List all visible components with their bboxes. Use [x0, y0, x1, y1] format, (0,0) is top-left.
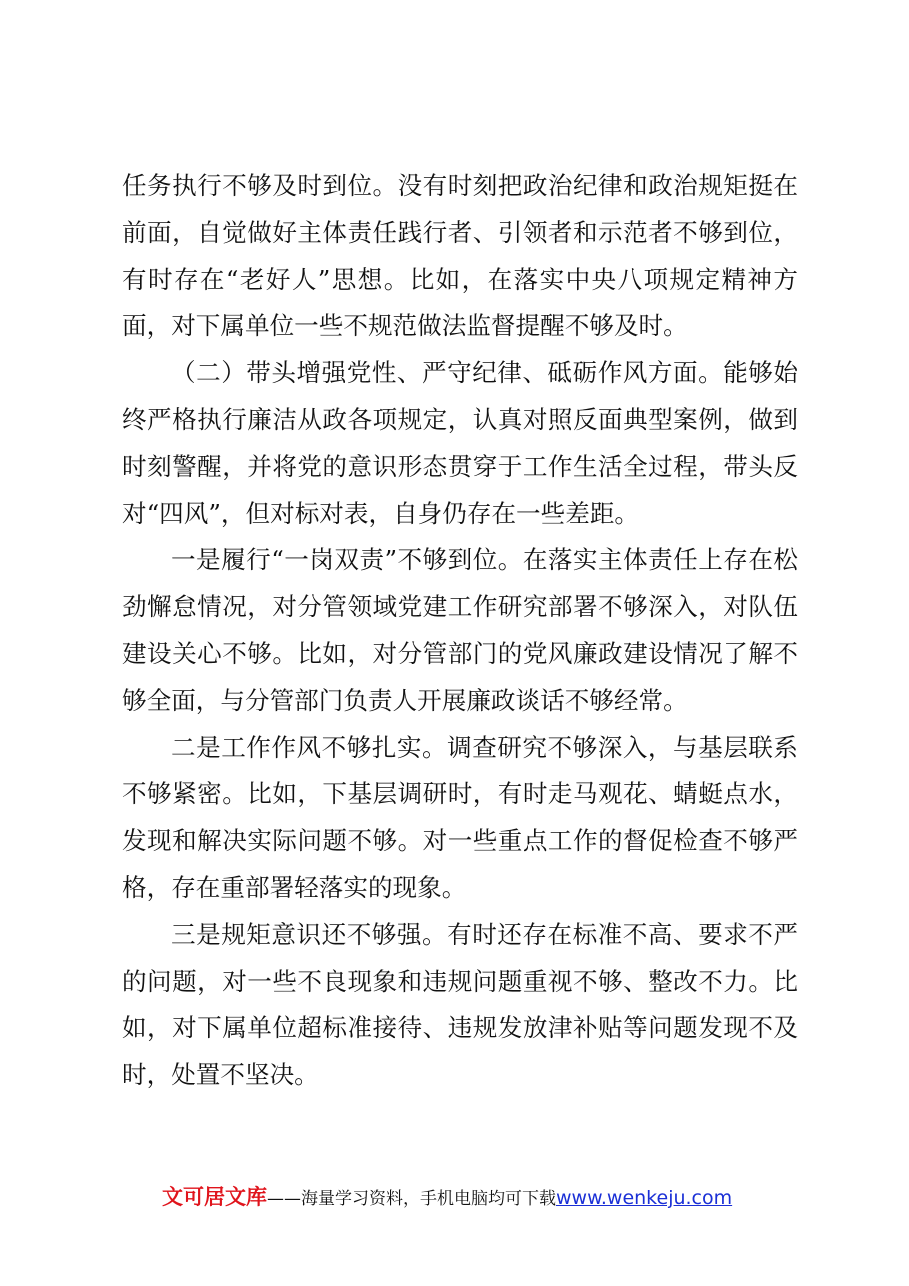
paragraph-continuation: 任务执行不够及时到位。没有时刻把政治纪律和政治规矩挺在前面，自觉做好主体责任践行者、引领者和示范者不够到位，有时存在“老好人”思想。比如，在落实中央八项规定精神方面，对下属单位一些不规范做法监督提醒不够及时。 — [122, 171, 798, 341]
footer-brand: 文可居文库 — [162, 1185, 267, 1209]
paragraph-section-two: （二）带头增强党性、严守纪律、砥砺作风方面。能够始终严格执行廉洁从政各项规定，认真对照反面典型案例，做到时刻警醒，并将党的意识形态贯穿于工作生活全过程，带头反对“四风”，但对标对表，自身仍存在一些差距。 — [122, 358, 798, 528]
document-body — [122, 163, 798, 1099]
paragraph-point-three: 三是规矩意识还不够强。有时还存在标准不高、要求不严的问题，对一些不良现象和违规问题重视不够、整改不力。比如，对下属单位超标准接待、违规发放津补贴等问题发现不及时，处置不坚决。 — [122, 919, 798, 1090]
paragraph-point-one: 一是履行“一岗双责”不够到位。在落实主体责任上存在松劲懈怠情况，对分管领域党建工作研究部署不够深入，对队伍建设关心不够。比如，对分管部门的党风廉政建设情况了解不够全面，与分管部门负责人开展廉政谈话不够经常。 — [122, 545, 798, 715]
footer-slogan: ——海量学习资料，手机电脑均可下载 — [267, 1189, 556, 1209]
footer-watermark — [162, 1181, 802, 1211]
paragraph-point-two: 二是工作作风不够扎实。调查研究不够深入，与基层联系不够紧密。比如，下基层调研时，有时走马观花、蜻蜓点水，发现和解决实际问题不够。对一些重点工作的督促检查不够严格，存在重部署轻落实的现象。 — [122, 732, 798, 902]
footer-link[interactable]: www.wenkeju.com — [556, 1187, 733, 1209]
